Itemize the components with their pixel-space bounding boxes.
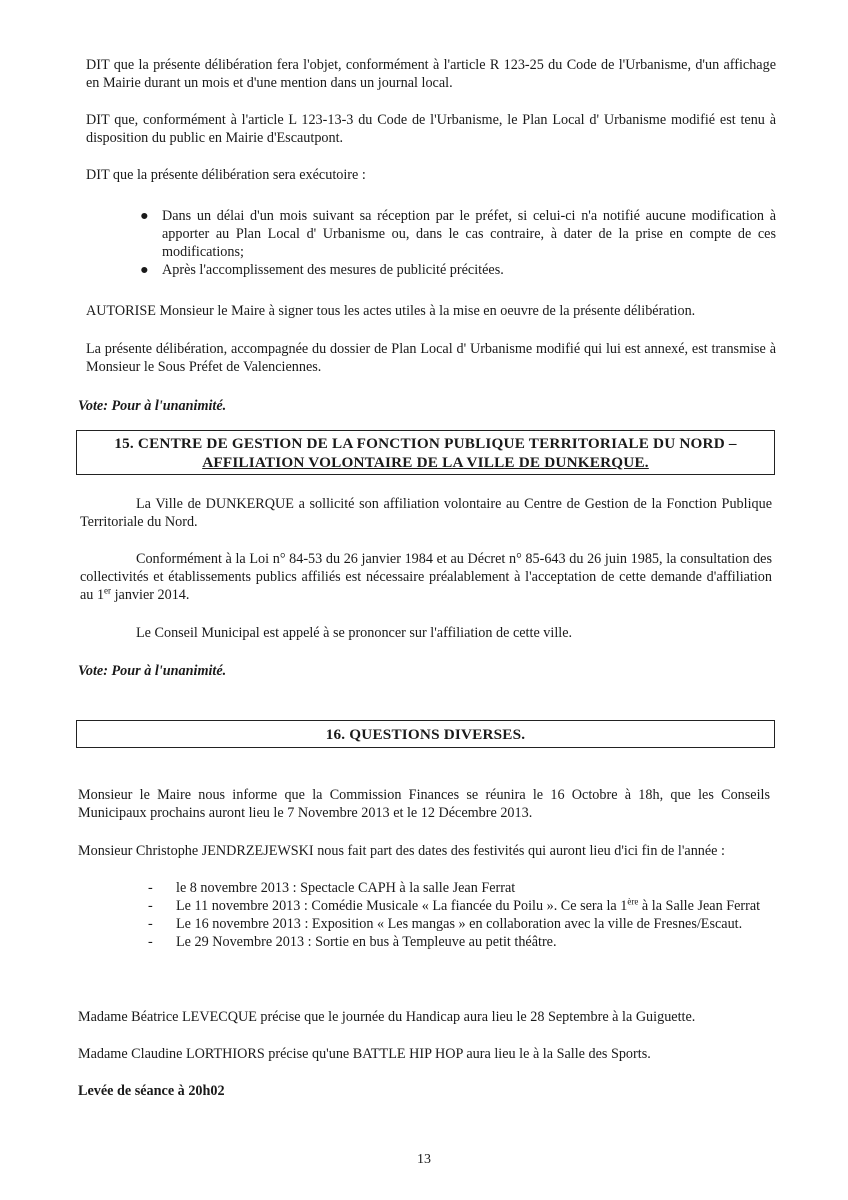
list-item: [148, 915, 768, 933]
event-text: Le 11 novembre 2013 : Comédie Musicale « La fiancée du Poilu ». Ce sera la 1: [176, 898, 628, 914]
bullet-item: [140, 207, 776, 261]
paragraph-festivites: Monsieur Christophe JENDRZEJEWSKI nous fait part des dates des festivités qui auront lieu d'ici fin de l'année :: [78, 843, 725, 859]
paragraph-loi-consultation: [80, 550, 772, 604]
section-15-title-line2: AFFILIATION VOLONTAIRE DE LA VILLE DE DUNKERQUE.: [202, 454, 649, 471]
bullet-item: [140, 261, 776, 279]
paragraph-dunkerque-request: La Ville de DUNKERQUE a sollicité son affiliation volontaire au Centre de Gestion de la Fonction Publique Territoriale du Nord.: [80, 496, 772, 530]
list-item: [148, 879, 768, 897]
dash-icon: -: [148, 898, 153, 914]
paragraph-handicap: Madame Béatrice LEVECQUE précise que le journée du Handicap aura lieu le 28 Septembre à la Guiguette.: [78, 1009, 696, 1025]
text-segment: Conformément à la Loi n° 84-53 du 26 janvier 1984 et au Décret n° 85-643 du 26 juin 1985, la consultation des collectivités et établissements publics affiliés est nécessaire préalablement à l'acceptation de cette demande d'affiliation au 1: [80, 551, 772, 603]
event-text: Le 29 Novembre 2013 : Sortie en bus à Templeuve au petit théâtre.: [176, 934, 557, 950]
dash-icon: -: [148, 916, 153, 932]
page-number: 13: [417, 1152, 431, 1167]
text-segment: janvier 2014.: [111, 587, 190, 603]
bullet-text: Après l'accomplissement des mesures de publicité précitées.: [162, 262, 504, 278]
vote-result: Vote: Pour à l'unanimité.: [78, 663, 227, 679]
paragraph-autorise: AUTORISE Monsieur le Maire à signer tous les actes utiles à la mise en oeuvre de la présente délibération.: [86, 303, 696, 319]
paragraph-transmission: La présente délibération, accompagnée du dossier de Plan Local d' Urbanisme modifié qui lui est annexé, est transmise à Monsieur le Sous Préfet de Valenciennes.: [86, 341, 776, 375]
superscript: er: [104, 585, 112, 596]
paragraph-plu-disposition: DIT que, conformément à l'article L 123-13-3 du Code de l'Urbanisme, le Plan Local d' Urbanisme modifié est tenu à disposition du public en Mairie d'Escautpont.: [86, 112, 776, 146]
paragraph-battle-hip-hop: Madame Claudine LORTHIORS précise qu'une BATTLE HIP HOP aura lieu le à la Salle des Sports.: [78, 1046, 651, 1062]
event-text: Le 16 novembre 2013 : Exposition « Les mangas » en collaboration avec la ville de Fresnes/Escaut.: [176, 916, 743, 932]
section-15-title-box: [76, 430, 775, 475]
bullet-icon: ●: [140, 208, 149, 224]
dash-icon: -: [148, 880, 153, 896]
dash-icon: -: [148, 934, 153, 950]
event-text: le 8 novembre 2013 : Spectacle CAPH à la salle Jean Ferrat: [176, 880, 516, 896]
paragraph-affichage: DIT que la présente délibération fera l'objet, conformément à l'article R 123-25 du Code de l'Urbanisme, d'un affichage en Mairie durant un mois et d'une mention dans un journal local.: [86, 57, 776, 91]
superscript: ère: [627, 896, 639, 907]
bullet-icon: ●: [140, 262, 149, 278]
section-15-title-line1: 15. CENTRE DE GESTION DE LA FONCTION PUBLIQUE TERRITORIALE DU NORD –: [114, 435, 737, 452]
section-16-title: 16. QUESTIONS DIVERSES.: [325, 726, 526, 743]
vote-result: Vote: Pour à l'unanimité.: [78, 398, 227, 414]
event-text: à la Salle Jean Ferrat: [638, 898, 761, 914]
section-16-title-box: [76, 720, 775, 748]
executoire-bullet-list: [140, 207, 776, 279]
closing-statement: Levée de séance à 20h02: [78, 1083, 225, 1099]
paragraph-conseil-appel: Le Conseil Municipal est appelé à se prononcer sur l'affiliation de cette ville.: [136, 625, 573, 641]
list-item: [148, 933, 768, 951]
list-item: [148, 897, 768, 915]
festivities-list: [148, 879, 768, 951]
paragraph-executoire: DIT que la présente délibération sera exécutoire :: [86, 167, 366, 183]
bullet-text: Dans un délai d'un mois suivant sa réception par le préfet, si celui-ci n'a notifié aucune modification à apporter au Plan Local d' Urbanisme ou, dans le cas contraire, à dater de la prise en compte de ces modifications;: [162, 208, 776, 260]
paragraph-commission-finances: Monsieur le Maire nous informe que la Commission Finances se réunira le 16 Octobre à 18h, que les Conseils Municipaux prochains auront lieu le 7 Novembre 2013 et le 12 Décembre 2013.: [78, 787, 770, 821]
